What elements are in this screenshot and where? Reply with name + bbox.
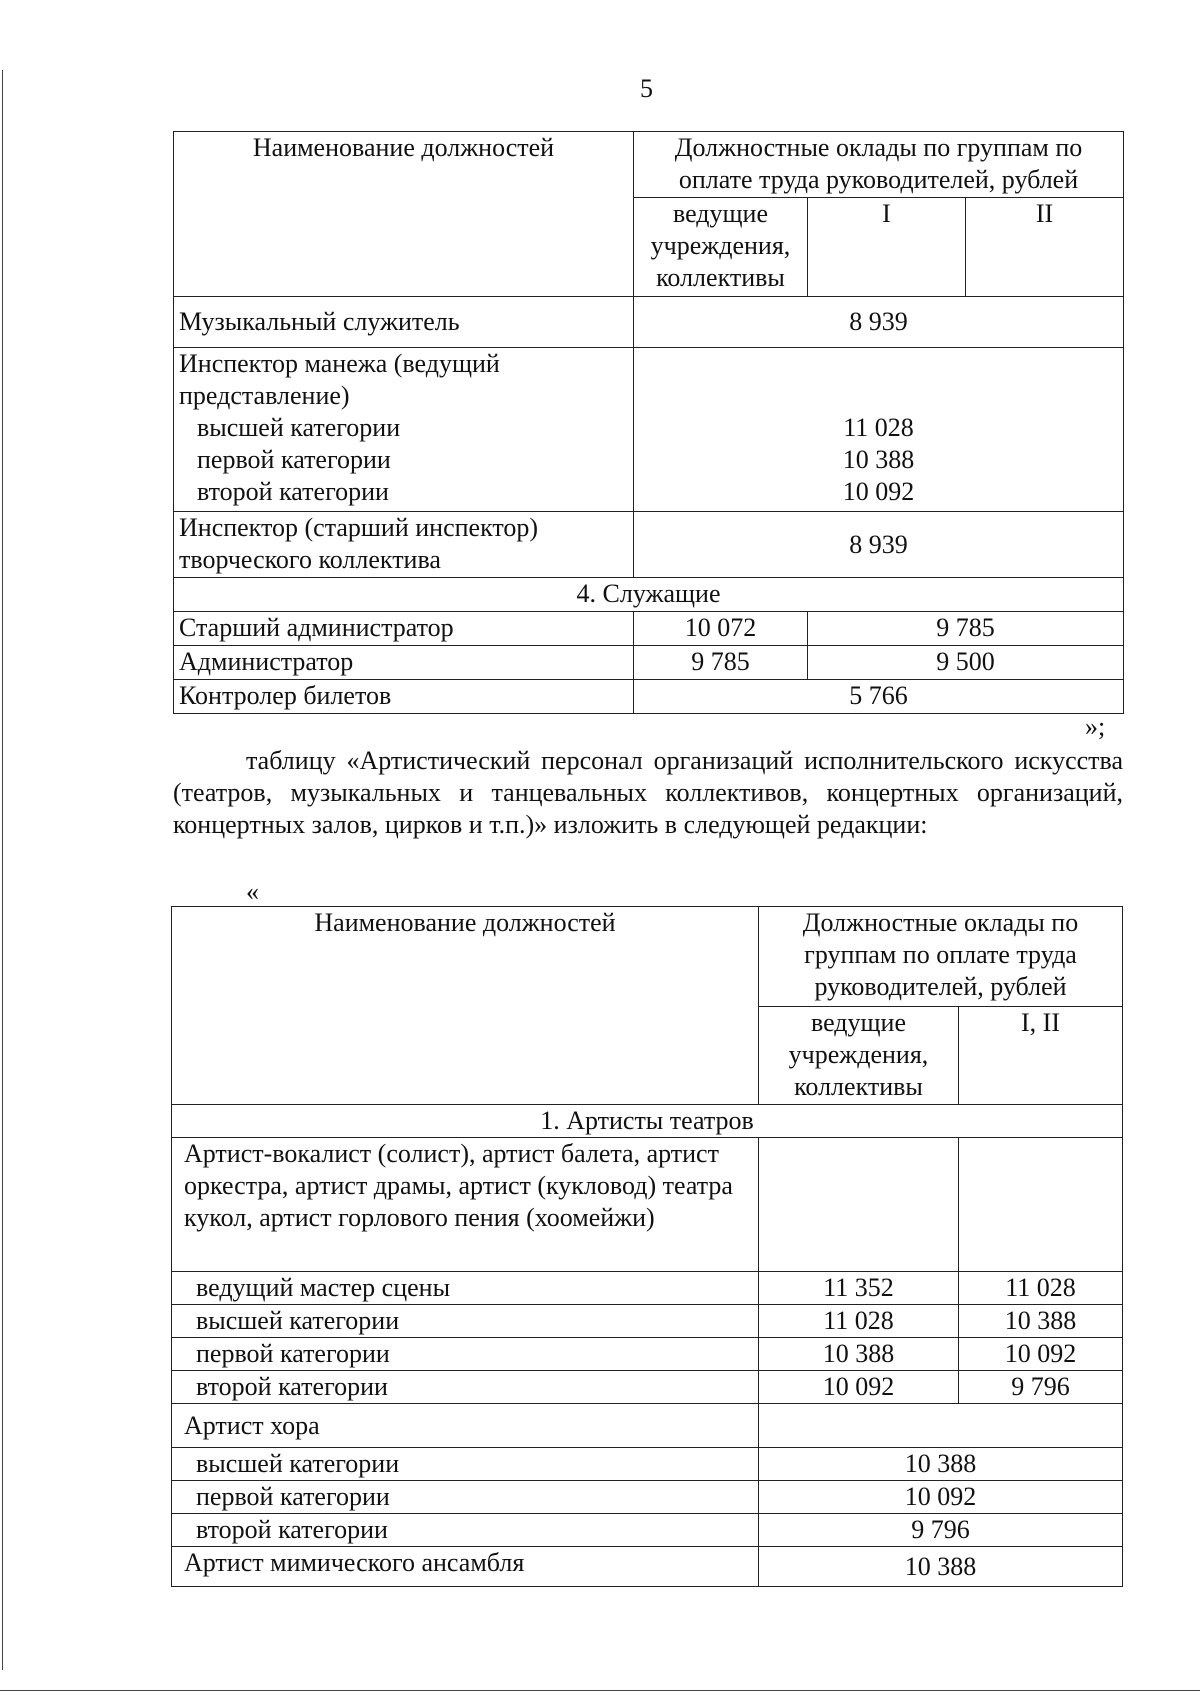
row-value: 9 796 (759, 1514, 1123, 1547)
row-sublabel: ведущий мастер сцены (172, 1272, 759, 1305)
row-value: 11 028 (843, 413, 914, 442)
row-name-group (174, 348, 634, 512)
header-salaries: Должностные оклады по группам по оплате труда руководителей, рублей (634, 132, 1124, 198)
row-sublabel: высшей категории (172, 1305, 759, 1338)
table-row (172, 1138, 1123, 1272)
page-left-edge (2, 70, 3, 1670)
section-heading: 1. Артисты театров (172, 1105, 1123, 1138)
row-value: 10 092 (759, 1481, 1123, 1514)
row-value-groups: 9 796 (959, 1371, 1123, 1404)
row-value-groups: 10 092 (959, 1338, 1123, 1371)
row-value-leading: 10 072 (634, 612, 808, 646)
table-row (172, 1448, 1123, 1481)
row-name: Контролер билетов (174, 680, 634, 714)
row-sublabel: первой категории (172, 1338, 759, 1371)
row-sublabel: высшей категории (197, 413, 401, 442)
row-value: 8 939 (634, 512, 1124, 578)
row-name: Артист-вокалист (солист), артист балета, артист оркестра, артист драмы, артист (кукловод) театра кукол, артист горлового пения (хоомейжи) (172, 1138, 759, 1272)
section-row (172, 1105, 1123, 1138)
row-sublabel: первой категории (197, 445, 391, 474)
row-value: 10 388 (759, 1547, 1123, 1587)
row-name: Инспектор манежа (ведущий представление) (179, 349, 500, 410)
table-row (174, 612, 1124, 646)
header-position-name: Наименование должностей (174, 132, 634, 297)
table-row (174, 348, 1124, 512)
row-sublabel: второй категории (197, 477, 389, 506)
table-row (172, 1305, 1123, 1338)
header-position-name: Наименование должностей (172, 907, 759, 1105)
row-sublabel: второй категории (172, 1371, 759, 1404)
table-row (174, 297, 1124, 348)
empty-cell (759, 1138, 959, 1272)
empty-cell (959, 1138, 1123, 1272)
row-value-groups: 11 028 (959, 1272, 1123, 1305)
header-group-1: I (808, 198, 966, 297)
page-bottom-edge (0, 1690, 1200, 1691)
header-groups: I, II (959, 1007, 1123, 1105)
table-row (172, 1272, 1123, 1305)
row-name: Старший администратор (174, 612, 634, 646)
empty-cell (759, 1404, 1123, 1448)
row-value: 10 092 (842, 477, 915, 506)
header-group-2: II (966, 198, 1124, 297)
row-value: 10 388 (759, 1448, 1123, 1481)
opening-quote: « (246, 877, 259, 906)
row-value-groups: 9 500 (808, 646, 1124, 680)
amendment-paragraph: таблицу «Артистический персонал организаций исполнительского искусства (театров, музыкальных и танцевальных коллективов, концертных организаций, концертных залов, цирков и т.п.)» изложить в следующей редакции: (173, 746, 1123, 839)
row-value-leading: 10 388 (759, 1338, 959, 1371)
table-row (174, 680, 1124, 714)
salary-table-artists (171, 906, 1123, 1587)
row-value-groups: 10 388 (959, 1305, 1123, 1338)
row-value: 5 766 (634, 680, 1124, 714)
row-name: Артист мимического ансамбля (172, 1547, 759, 1587)
table-row (172, 1371, 1123, 1404)
row-sublabel: высшей категории (172, 1448, 759, 1481)
header-leading: ведущие учреждения, коллективы (759, 1007, 959, 1105)
row-value-leading: 11 028 (759, 1305, 959, 1338)
row-name: Администратор (174, 646, 634, 680)
header-leading: ведущие учреждения, коллективы (634, 198, 808, 297)
table-row (172, 1481, 1123, 1514)
row-name: Музыкальный служитель (174, 297, 634, 348)
section-heading: 4. Служащие (174, 578, 1124, 612)
table-row (172, 1514, 1123, 1547)
row-value-leading: 10 092 (759, 1371, 959, 1404)
closing-quote: »; (1085, 712, 1106, 741)
page-number: 5 (640, 74, 653, 103)
table-row (174, 512, 1124, 578)
table-row (172, 1404, 1123, 1448)
row-name: Инспектор (старший инспектор) творческого коллектива (174, 512, 634, 578)
table-row (172, 1338, 1123, 1371)
header-salaries: Должностные оклады по группам по оплате труда руководителей, рублей (759, 907, 1123, 1007)
row-sublabel: второй категории (172, 1514, 759, 1547)
row-value-group (634, 348, 1124, 512)
section-row (174, 578, 1124, 612)
salary-table-staff (173, 131, 1124, 714)
row-value-leading: 9 785 (634, 646, 808, 680)
row-value-leading: 11 352 (759, 1272, 959, 1305)
table-row (172, 1547, 1123, 1587)
row-value: 8 939 (634, 297, 1124, 348)
row-name: Артист хора (172, 1404, 759, 1448)
row-value-groups: 9 785 (808, 612, 1124, 646)
table-row (174, 646, 1124, 680)
row-sublabel: первой категории (172, 1481, 759, 1514)
row-value: 10 388 (842, 445, 915, 474)
